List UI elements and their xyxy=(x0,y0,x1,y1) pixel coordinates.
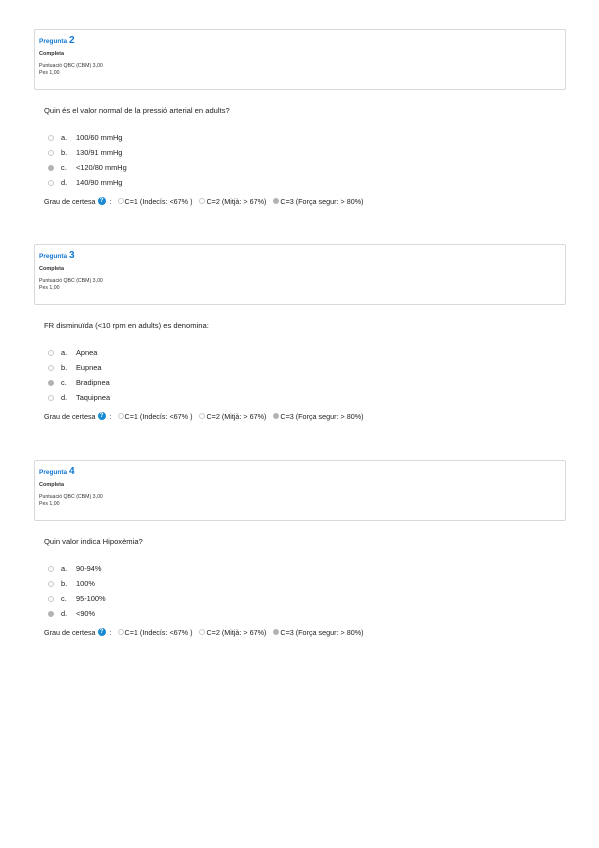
radio-button[interactable] xyxy=(48,150,54,156)
question-block xyxy=(34,244,566,423)
question-number xyxy=(39,466,565,478)
answer-option-d[interactable] xyxy=(48,606,566,621)
certainty-colon: : xyxy=(109,627,112,637)
certainty-option-c2[interactable] xyxy=(199,412,266,421)
answer-text: <120/80 mmHg xyxy=(76,163,127,172)
radio-button[interactable] xyxy=(199,413,205,419)
answer-letter: a. xyxy=(61,133,68,142)
answer-text: Apnea xyxy=(76,348,98,357)
radio-button[interactable] xyxy=(118,413,124,419)
question-label: Pregunta xyxy=(39,253,68,260)
question-text: FR disminuïda (<10 rpm en adults) es denomina: xyxy=(44,321,209,330)
certainty-label: Grau de certesa xyxy=(44,411,96,421)
answer-text: Bradipnea xyxy=(76,378,110,387)
answer-letter: d. xyxy=(61,178,68,187)
question-state: Completa xyxy=(39,482,65,488)
answer-text: 130/91 mmHg xyxy=(76,148,123,157)
help-circle-icon[interactable]: ? xyxy=(98,197,106,205)
answer-text: Eupnea xyxy=(76,363,102,372)
radio-button[interactable] xyxy=(48,566,54,572)
radio-button[interactable] xyxy=(48,350,54,356)
question-label: Pregunta xyxy=(39,38,68,45)
question-grade: Puntuació QBC (CBM) 3,00 xyxy=(39,63,103,69)
answer-option-b[interactable] xyxy=(48,360,566,375)
question-info-box xyxy=(34,29,566,90)
certainty-option-text: C=3 (Força segur: > 80%) xyxy=(280,411,364,421)
certainty-option-c2[interactable] xyxy=(199,197,266,206)
certainty-label: Grau de certesa xyxy=(44,196,96,206)
certainty-row xyxy=(44,625,566,639)
radio-button-selected[interactable] xyxy=(273,198,279,204)
certainty-option-c1[interactable] xyxy=(118,197,193,206)
question-block xyxy=(34,29,566,208)
certainty-option-text: C=3 (Força segur: > 80%) xyxy=(280,627,364,637)
answer-letter: a. xyxy=(61,348,68,357)
question-info-box xyxy=(34,244,566,305)
radio-button[interactable] xyxy=(48,395,54,401)
question-number-value: 4 xyxy=(68,466,75,477)
answer-letter: c. xyxy=(61,163,67,172)
answer-option-d[interactable] xyxy=(48,390,566,405)
certainty-colon: : xyxy=(109,196,112,206)
radio-button-selected[interactable] xyxy=(48,165,54,171)
radio-button-selected[interactable] xyxy=(273,413,279,419)
help-circle-icon[interactable]: ? xyxy=(98,412,106,420)
radio-button[interactable] xyxy=(48,365,54,371)
answer-letter: c. xyxy=(61,594,67,603)
certainty-option-c3[interactable] xyxy=(273,628,363,637)
certainty-option-c1[interactable] xyxy=(118,628,193,637)
answer-text: 100% xyxy=(76,579,95,588)
answer-letter: b. xyxy=(61,579,68,588)
answer-option-b[interactable] xyxy=(48,576,566,591)
certainty-option-text: C=1 (Indecís: <67% ) xyxy=(124,411,193,421)
question-number-value: 3 xyxy=(68,250,75,261)
certainty-option-c3[interactable] xyxy=(273,412,363,421)
answer-letter: b. xyxy=(61,148,68,157)
answer-list xyxy=(48,345,566,405)
radio-button[interactable] xyxy=(199,629,205,635)
question-weight: Pes 1,00 xyxy=(39,285,60,291)
answer-option-c[interactable] xyxy=(48,375,566,390)
answer-text: 140/90 mmHg xyxy=(76,178,123,187)
certainty-option-text: C=2 (Mitjà: > 67%) xyxy=(206,196,267,206)
question-weight: Pes 1,00 xyxy=(39,70,60,76)
answer-text: 95-100% xyxy=(76,594,106,603)
radio-button-selected[interactable] xyxy=(48,380,54,386)
question-state: Completa xyxy=(39,266,65,272)
radio-button[interactable] xyxy=(48,596,54,602)
radio-button[interactable] xyxy=(118,629,124,635)
question-text: Quin és el valor normal de la pressió arterial en adults? xyxy=(44,106,230,115)
answer-text: 100/60 mmHg xyxy=(76,133,123,142)
certainty-row xyxy=(44,409,566,423)
question-number-value: 2 xyxy=(68,35,75,46)
help-circle-icon[interactable]: ? xyxy=(98,628,106,636)
radio-button[interactable] xyxy=(48,135,54,141)
certainty-label: Grau de certesa xyxy=(44,627,96,637)
certainty-row xyxy=(44,194,566,208)
answer-option-a[interactable] xyxy=(48,345,566,360)
answer-option-c[interactable] xyxy=(48,591,566,606)
certainty-option-c3[interactable] xyxy=(273,197,363,206)
radio-button[interactable] xyxy=(48,180,54,186)
certainty-colon: : xyxy=(109,411,112,421)
radio-button[interactable] xyxy=(118,198,124,204)
certainty-option-c2[interactable] xyxy=(199,628,266,637)
question-info-box xyxy=(34,460,566,521)
answer-option-b[interactable] xyxy=(48,145,566,160)
answer-list xyxy=(48,561,566,621)
answer-list xyxy=(48,130,566,190)
answer-text: 90-94% xyxy=(76,564,102,573)
certainty-option-text: C=1 (Indecís: <67% ) xyxy=(124,196,193,206)
answer-text: Taquipnea xyxy=(76,393,111,402)
question-number xyxy=(39,35,565,47)
question-label: Pregunta xyxy=(39,469,68,476)
question-number xyxy=(39,250,565,262)
answer-letter: d. xyxy=(61,609,68,618)
answer-option-a[interactable] xyxy=(48,561,566,576)
answer-text: <90% xyxy=(76,609,96,618)
answer-letter: a. xyxy=(61,564,68,573)
question-grade: Puntuació QBC (CBM) 3,00 xyxy=(39,278,103,284)
certainty-option-text: C=2 (Mitjà: > 67%) xyxy=(206,627,267,637)
radio-button[interactable] xyxy=(199,198,205,204)
question-state: Completa xyxy=(39,51,65,57)
certainty-option-text: C=1 (Indecís: <67% ) xyxy=(124,627,193,637)
question-grade: Puntuació QBC (CBM) 3,00 xyxy=(39,494,103,500)
radio-button-selected[interactable] xyxy=(48,611,54,617)
question-text: Quin valor indica Hipoxèmia? xyxy=(44,537,143,546)
answer-letter: c. xyxy=(61,378,67,387)
answer-letter: d. xyxy=(61,393,68,402)
answer-option-c[interactable] xyxy=(48,160,566,175)
question-block xyxy=(34,460,566,639)
answer-option-d[interactable] xyxy=(48,175,566,190)
radio-button[interactable] xyxy=(48,581,54,587)
certainty-option-text: C=3 (Força segur: > 80%) xyxy=(280,196,364,206)
question-weight: Pes 1,00 xyxy=(39,501,60,507)
answer-option-a[interactable] xyxy=(48,130,566,145)
radio-button-selected[interactable] xyxy=(273,629,279,635)
answer-letter: b. xyxy=(61,363,68,372)
certainty-option-text: C=2 (Mitjà: > 67%) xyxy=(206,411,267,421)
certainty-option-c1[interactable] xyxy=(118,412,193,421)
